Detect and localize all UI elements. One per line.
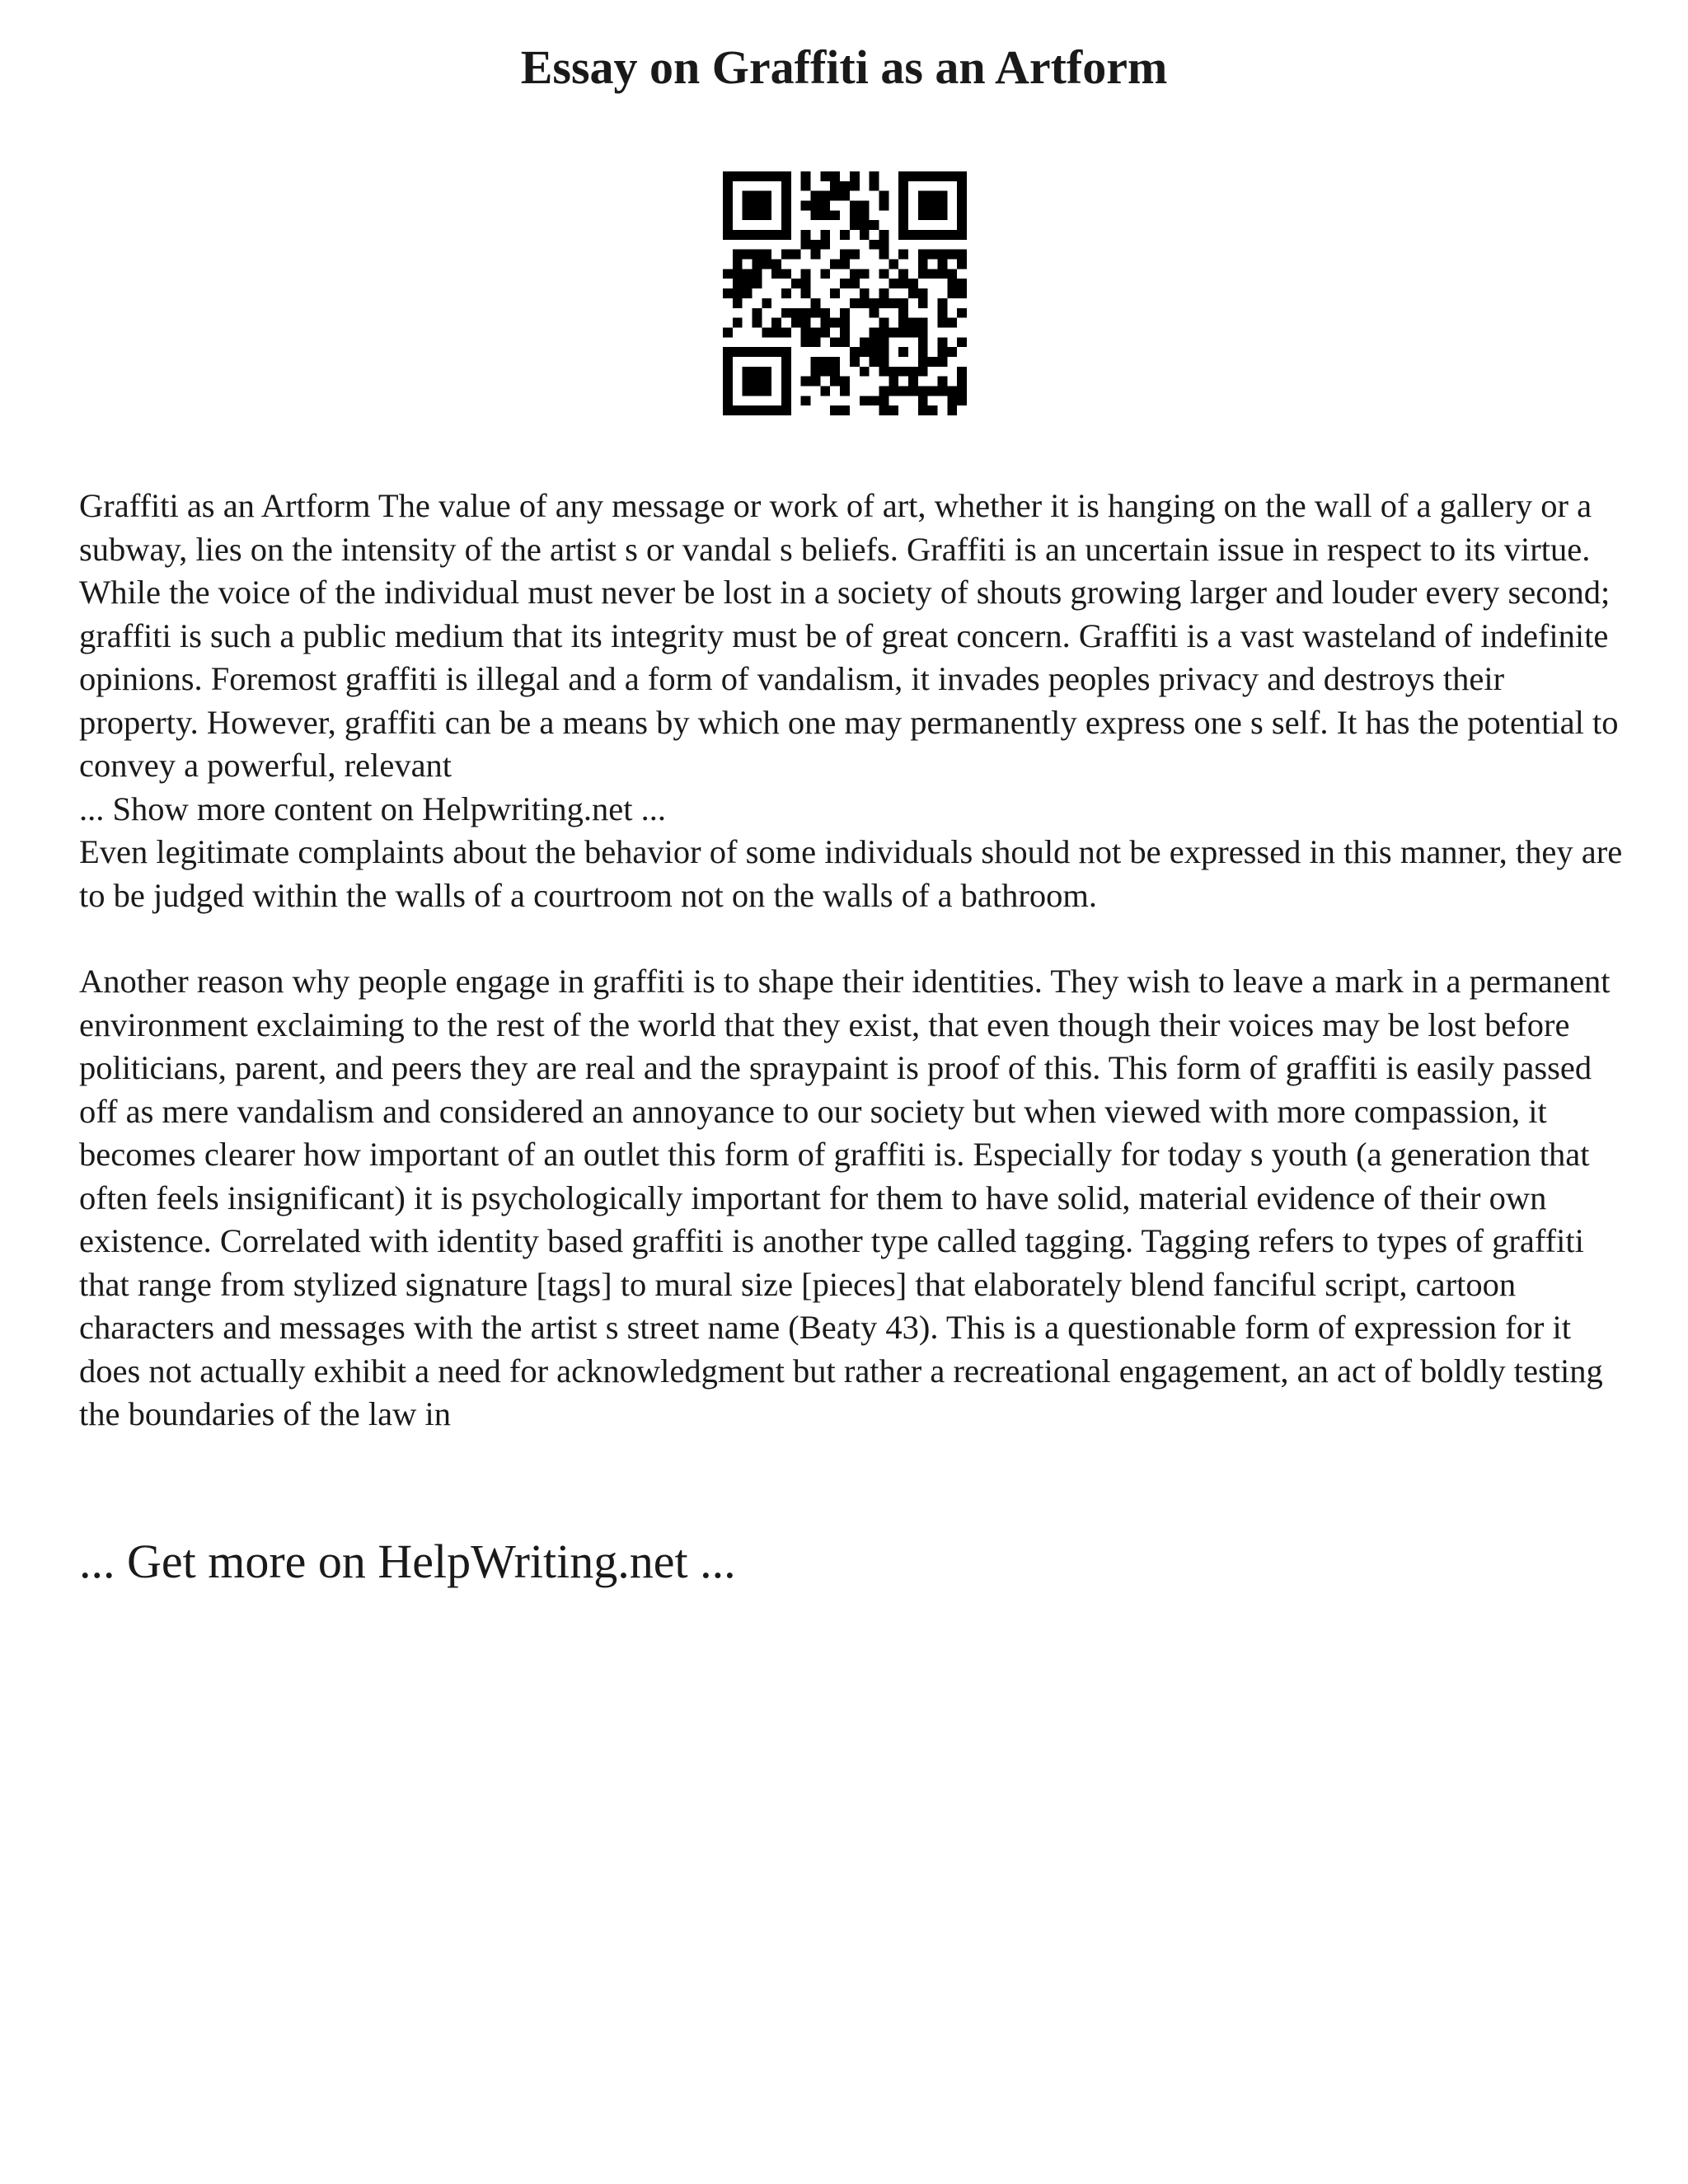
- get-more-link[interactable]: ... Get more on HelpWriting.net ...: [79, 1535, 736, 1588]
- paragraph-2: Even legitimate complaints about the behavior of some individuals should not be expressed in this manner, they are to be judged within the walls of a courtroom not on the walls of a bathroom.: [79, 833, 1623, 914]
- page-title: Essay on Graffiti as an Artform: [520, 40, 1168, 94]
- show-more-link[interactable]: ... Show more content on Helpwriting.net ...: [79, 790, 667, 827]
- essay-body: [79, 485, 1629, 1436]
- paragraph-3: Another reason why people engage in graffiti is to shape their identities. They wish to leave a mark in a permanent environment exclaiming to the rest of the world that they exist, that even though their voices may be lost before politicians, parent, and peers they are real and the spraypaint is proof of this. This form of graffiti is easily passed off as mere vandalism and considered an annoyance to our society but when viewed with more compassion, it becomes clearer how important of an outlet this form of graffiti is. Especially for today s youth (a generation that often feels insignificant) it is psychologically important for them to have solid, material evidence of their own existence. Correlated with identity based graffiti is another type called tagging. Tagging refers to types of graffiti that range from stylized signature [tags] to mural size [pieces] that elaborately blend fanciful script, cartoon characters and messages with the artist s street name (Beaty 43). This is a questionable form of expression for it does not actually exhibit a need for acknowledgment but rather a recreational engagement, an act of boldly testing the boundaries of the law in: [79, 963, 1611, 1432]
- qr-code-icon: [723, 171, 967, 415]
- paragraph-spacer: [79, 917, 1629, 960]
- paragraph-1: Graffiti as an Artform The value of any message or work of art, whether it is hanging on the wall of a gallery or a subway, lies on the intensity of the artist s or vandal s beliefs. Graffiti is an uncertain issue in respect to its virtue. While the voice of the individual must never be lost in a society of shouts growing larger and louder every second; graffiti is such a public medium that its integrity must be of great concern. Graffiti is a vast wasteland of indefinite opinions. Foremost graffiti is illegal and a form of vandalism, it invades peoples privacy and destroys their property. However, graffiti can be a means by which one may permanently express one s self. It has the potential to convey a powerful, relevant: [79, 487, 1619, 784]
